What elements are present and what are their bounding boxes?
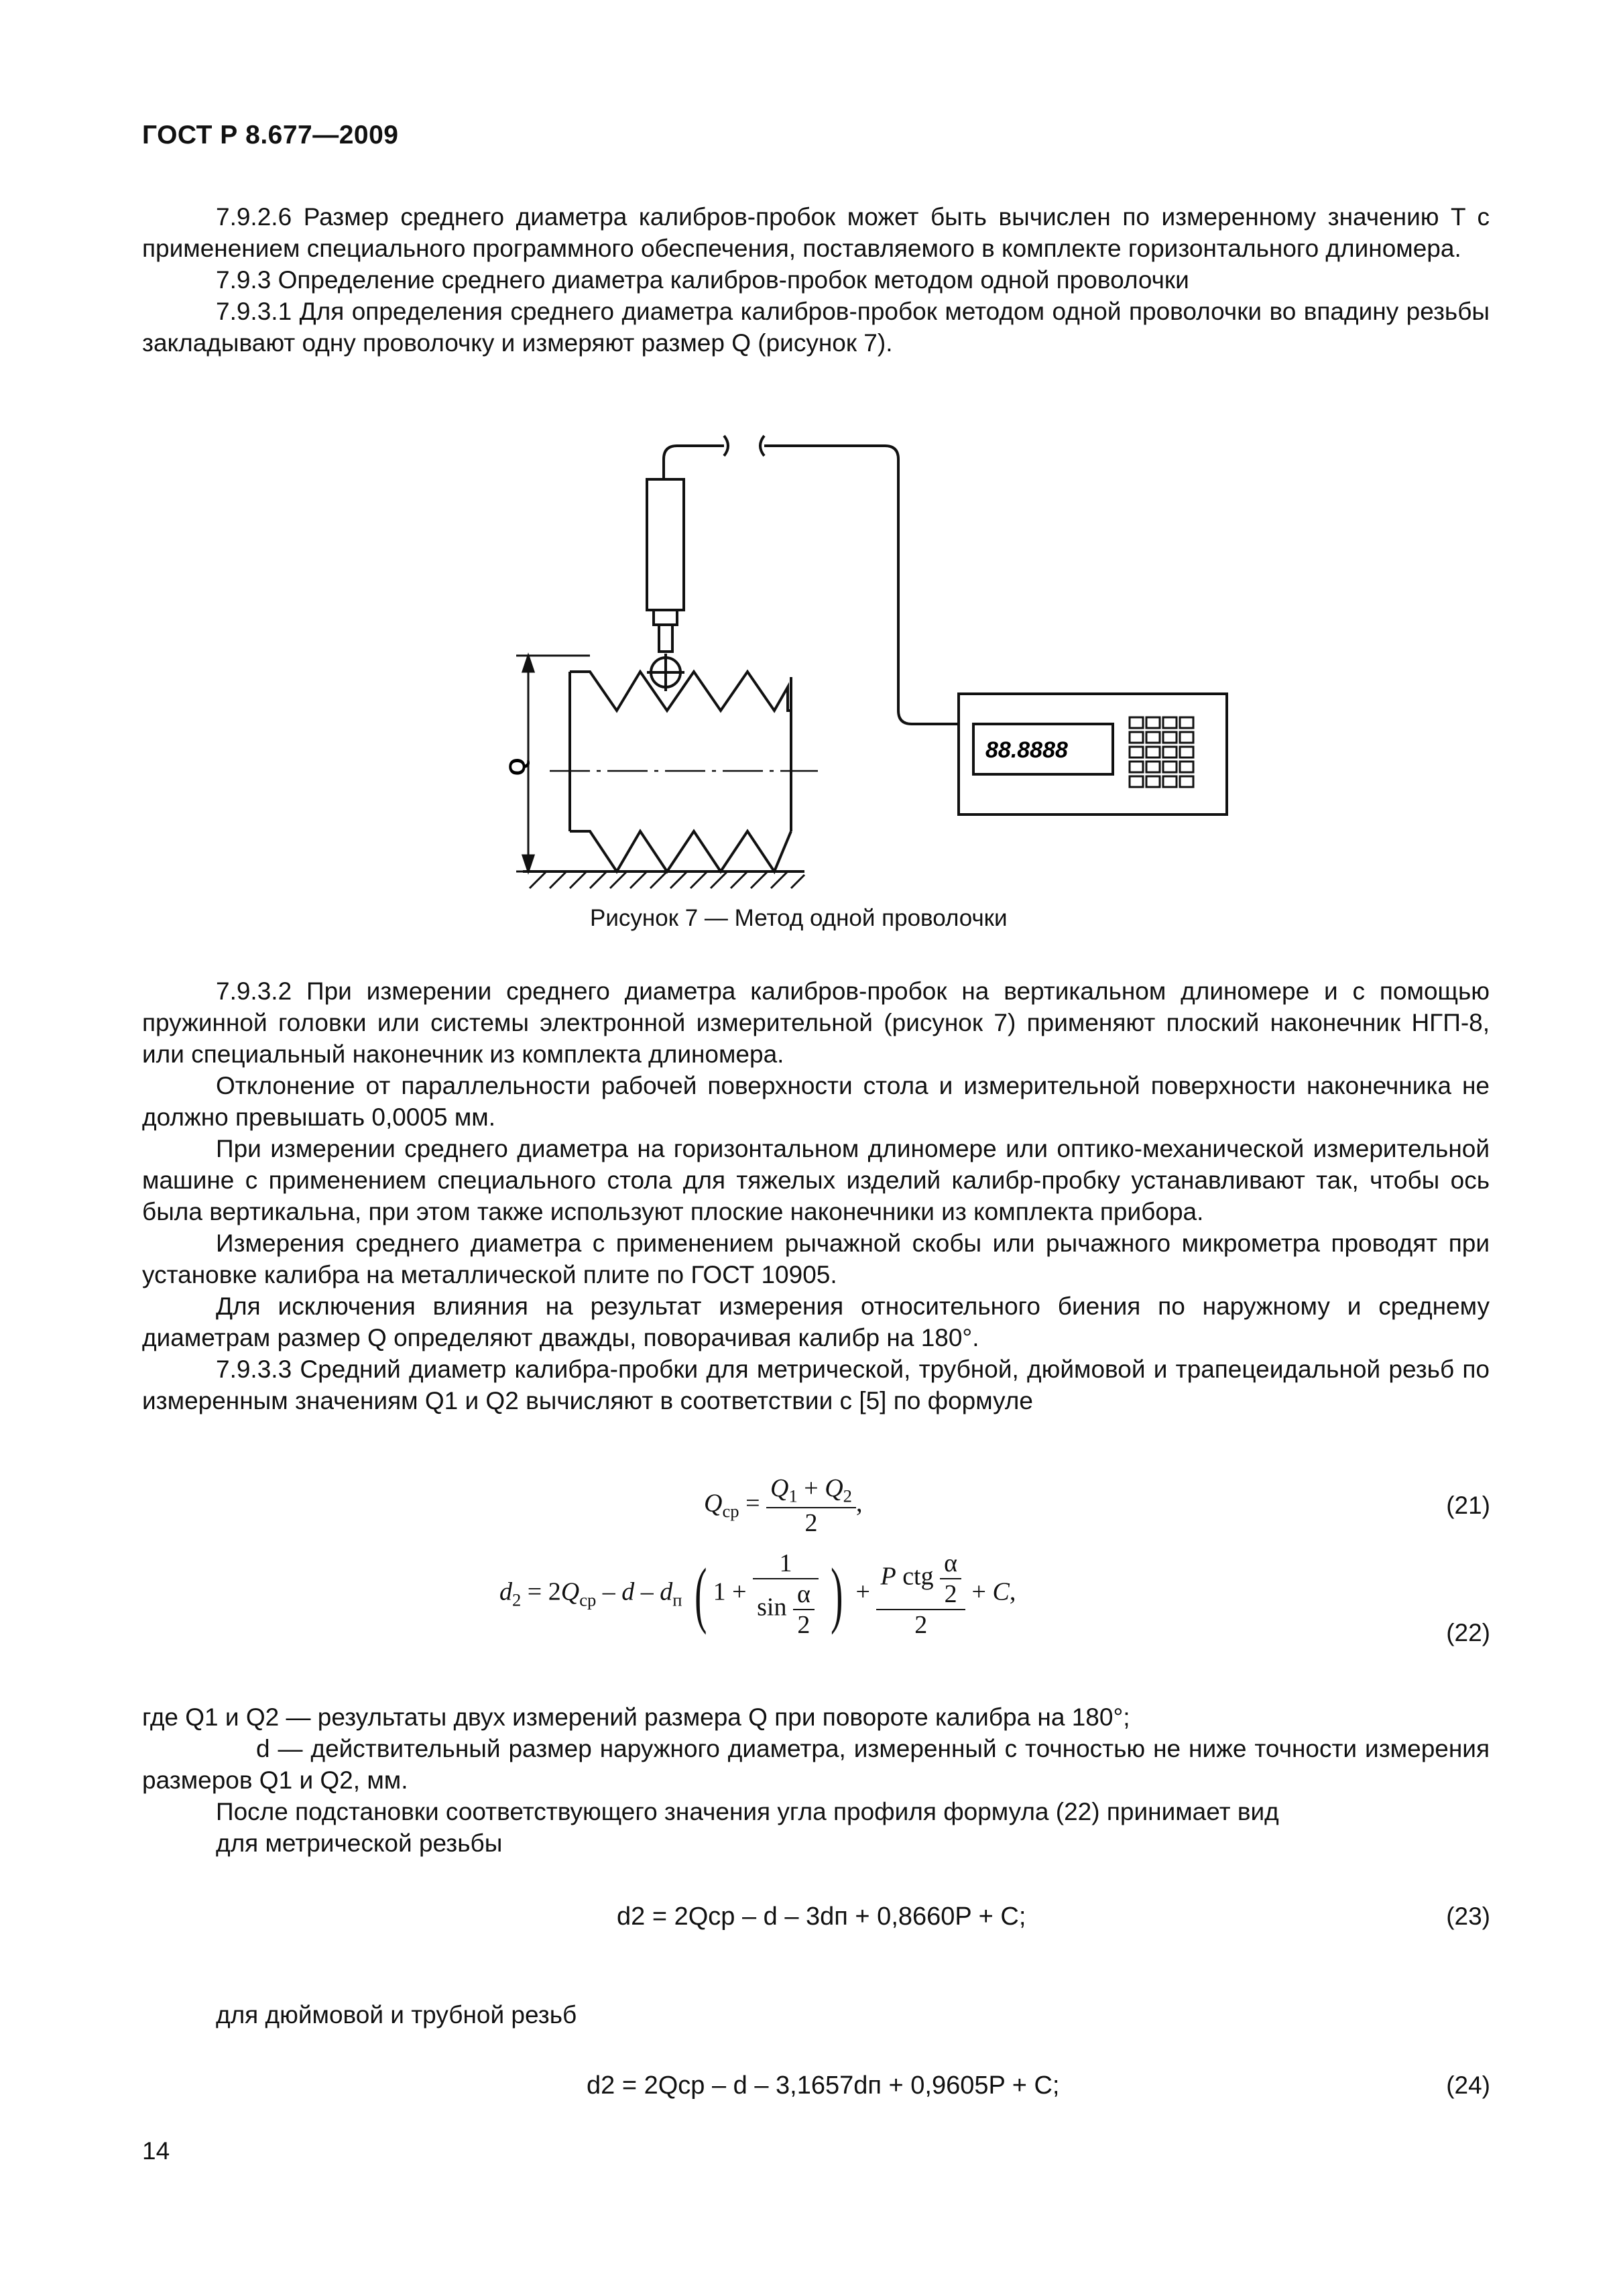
paragraph-7-9-3-3: 7.9.3.3 Средний диаметр калибра-пробки для метрической, трубной, дюймовой и трапецеидальной резьб по измеренным значениям Q1 и Q2 вычисляют в соответствии с [5] по формуле [142,1355,1490,1414]
section-d [142,1999,1490,2031]
equation-23-number: (23) [1446,1902,1490,1930]
thread-bottom-profile [570,831,791,871]
where-clause-q: где Q1 и Q2 — результаты двух измерений размера Q при повороте калибра на 180°; [142,1703,1130,1731]
cable-break-left [724,436,728,456]
probe-stem [659,625,672,652]
display-readout: 88.8888 [985,737,1068,763]
figure-caption: Рисунок 7 — Метод одной проволочки [590,905,1008,931]
keypad [1130,717,1193,787]
equation-23: d2 = 2Qср – d – 3dп + 0,8660P + C; [617,1902,1026,1931]
probe-collar [654,610,677,625]
where-clause-d: d — действительный размер наружного диаметра, измеренный с точностью не ниже точности измерения размеров Q1 и Q2, мм. [142,1735,1490,1794]
cable-break-right [760,436,764,456]
paragraph-7-9-3: 7.9.3 Определение среднего диаметра калибров-пробок методом одной проволочки [216,266,1189,294]
equation-22-number: (22) [1446,1619,1490,1646]
paragraph-7-9-3-2: 7.9.3.2 При измерении среднего диаметра калибров-пробок на вертикальном длиномере и с помощью пружинной головки или системы электронной измерительной (рисунок 7) применяют плоский наконечник НГП-8, или специальный наконечник из комплекта длиномера. [142,977,1490,1068]
equation-22: $d_2 = 2Q_{ср} - d - d_п$ ( 1 + 1 sin $\frac{\alpha}{2}$ ) + P ctg $\frac{\alpha}{2}$ 2 + C, [499,1549,1016,1639]
figure-7-diagram [505,416,1227,898]
cable-left [664,446,724,479]
paragraph-runout: Для исключения влияния на результат измерения относительного биения по наружному и среднему диаметрам размер Q определяют дважды, поворачивая калибр на 180°. [142,1292,1490,1351]
page-number: 14 [142,2137,170,2165]
dimension-q-label: Q [505,758,530,776]
label-inch-thread: для дюймовой и трубной резьб [216,2001,577,2029]
equation-21-number: (21) [1446,1492,1490,1519]
paragraph-lever: Измерения среднего диаметра с применением рычажной скобы или рычажного микрометра проводят при установке калибра на металлической плите по ГОСТ 10905. [142,1229,1490,1288]
probe-body [647,479,684,610]
paragraph-substitution: После подстановки соответствующего значения угла профиля формула (22) принимает вид [216,1798,1279,1825]
equation-21: $Q_{ср}$ = $\frac{Q_1 + Q_2}{2}$ , [704,1474,863,1537]
paragraph-7-9-3-1: 7.9.3.1 Для определения среднего диаметра калибров-пробок методом одной проволочки во впадину резьбы закладывают одну проволочку и измеряют размер Q (рисунок 7). [142,298,1490,357]
base-hatching [530,871,804,888]
equation-24-number: (24) [1446,2071,1490,2099]
section-c [142,1701,1490,1859]
equation-24: d2 = 2Qср – d – 3,1657dп + 0,9605P + C; [587,2071,1060,2100]
paragraph-parallelism: Отклонение от параллельности рабочей поверхности стола и измерительной поверхности наконечника не должно превышать 0,0005 мм. [142,1072,1490,1131]
section-b [142,975,1490,1416]
page-header: ГОСТ Р 8.677—2009 [142,121,399,149]
cable-right [764,446,959,724]
paragraph-horizontal: При измерении среднего диаметра на горизонтальном длиномере или оптико-механической измерительной машине с применением специального стола для тяжелых изделий калибр-пробку устанавливают так, чтобы ось была вертикальна, при этом также используют плоские наконечники из комплекта прибора. [142,1135,1490,1225]
paragraph-7-9-2-6: 7.9.2.6 Размер среднего диаметра калибров-пробок может быть вычислен по измеренному значению T с применением специального программного обеспечения, поставляемого в комплекте горизонтального длиномера. [142,203,1490,262]
section-a [142,201,1490,359]
label-metric-thread: для метрической резьбы [216,1829,503,1857]
